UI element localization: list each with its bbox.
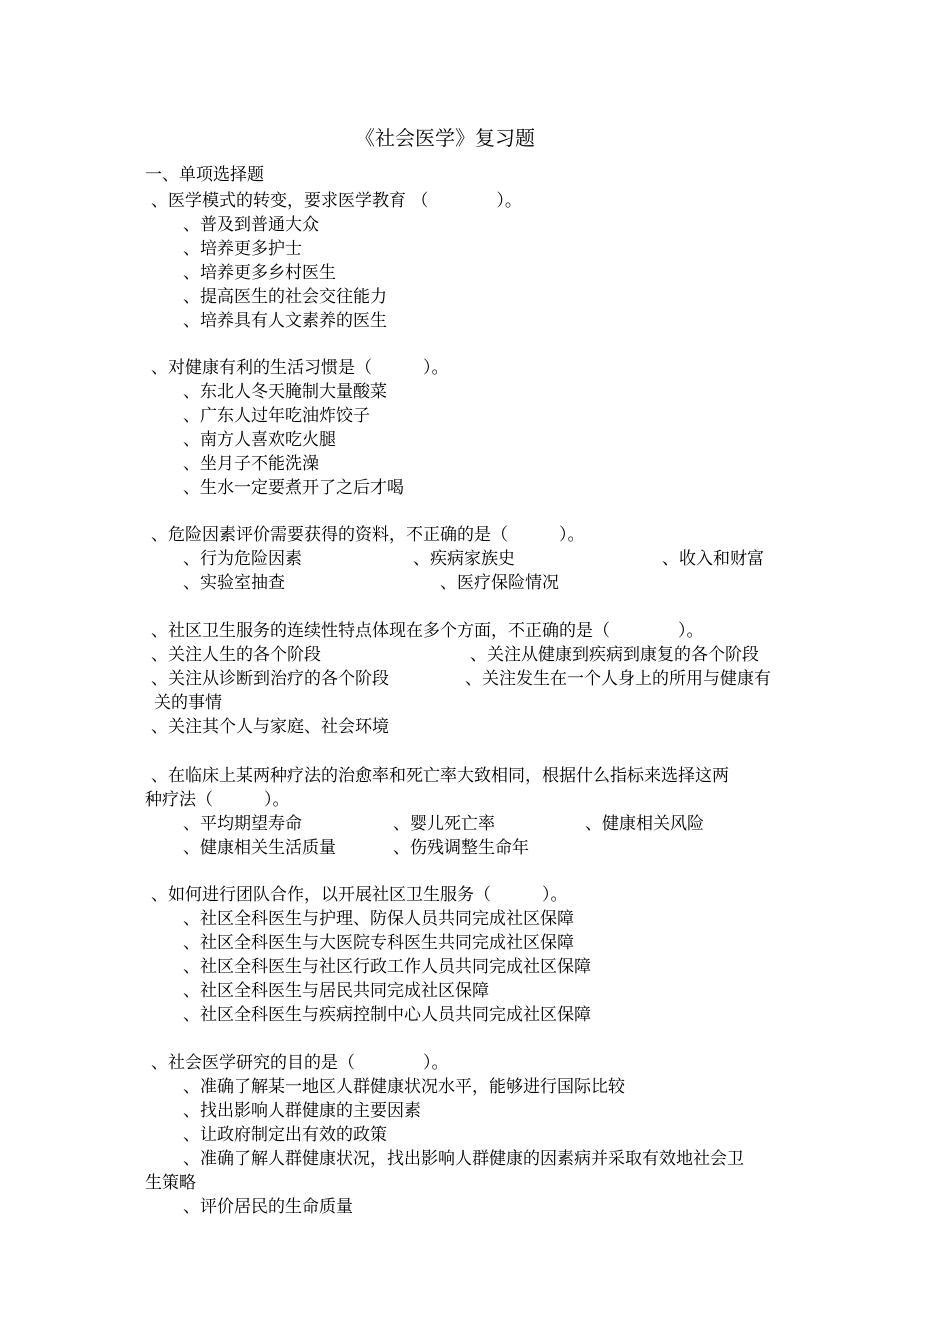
question-6-option: 、社区全科医生与护理、防保人员共同完成社区保障 xyxy=(183,909,574,929)
question-2-option: 、坐月子不能洗澡 xyxy=(183,454,319,474)
question-4-option: 、关注发生在一个人身上的所用与健康有 xyxy=(465,669,771,689)
question-2-stem: 、对健康有利的生活习惯是（ ）。 xyxy=(151,358,449,378)
question-3-stem: 、危险因素评价需要获得的资料，不正确的是（ ）。 xyxy=(151,525,585,545)
question-6-option: 、社区全科医生与疾病控制中心人员共同完成社区保障 xyxy=(183,1005,591,1025)
question-2-option: 、南方人喜欢吃火腿 xyxy=(183,430,336,450)
question-7-option: 、评价居民的生命质量 xyxy=(183,1197,353,1217)
question-5-options-row xyxy=(0,813,950,835)
question-5-option: 、健康相关风险 xyxy=(585,814,704,834)
question-4-option: 、关注人生的各个阶段 xyxy=(151,645,321,665)
question-1-option: 、培养更多乡村医生 xyxy=(183,263,336,283)
question-1-stem: 、医学模式的转变，要求医学教育 （ ）。 xyxy=(151,191,522,211)
question-3-options-row xyxy=(0,548,950,570)
question-6-option: 、社区全科医生与居民共同完成社区保障 xyxy=(183,981,489,1001)
question-5-option: 、健康相关生活质量 xyxy=(183,838,336,858)
question-3-options-row xyxy=(0,572,950,594)
question-3-option: 、疾病家族史 xyxy=(413,549,515,569)
question-4-option: 、关注从诊断到治疗的各个阶段 xyxy=(151,669,389,689)
question-3-option: 、行为危险因素 xyxy=(183,549,302,569)
question-4-options-row xyxy=(0,644,950,666)
question-3-option: 、收入和财富 xyxy=(662,549,764,569)
question-1-option: 、培养更多护士 xyxy=(183,239,302,259)
question-7-stem: 、社会医学研究的目的是（ ）。 xyxy=(151,1053,449,1073)
question-7-option: 、准确了解某一地区人群健康状况水平，能够进行国际比较 xyxy=(183,1077,625,1097)
question-6-option: 、社区全科医生与大医院专科医生共同完成社区保障 xyxy=(183,933,574,953)
question-5-option: 、伤残调整生命年 xyxy=(393,838,529,858)
question-5-option: 、平均期望寿命 xyxy=(183,814,302,834)
question-4-options-row xyxy=(0,668,950,690)
question-4-option: 、关注从健康到疾病到康复的各个阶段 xyxy=(470,645,759,665)
question-4-stem: 、社区卫生服务的连续性特点体现在多个方面，不正确的是（ ）。 xyxy=(151,621,704,641)
question-5-options-row xyxy=(0,837,950,859)
question-7-option: 、让政府制定出有效的政策 xyxy=(183,1125,387,1145)
question-2-option: 、生水一定要煮开了之后才喝 xyxy=(183,478,404,498)
question-5-stem: 、在临床上某两种疗法的治愈率和死亡率大致相同，根据什么指标来选择这两 xyxy=(151,766,729,786)
question-6-stem: 、如何进行团队合作，以开展社区卫生服务（ ）。 xyxy=(151,885,568,905)
question-1-option: 、普及到普通大众 xyxy=(183,215,319,235)
question-5-option: 、婴儿死亡率 xyxy=(393,814,495,834)
question-2-option: 、广东人过年吃油炸饺子 xyxy=(183,406,370,426)
question-7-option: 、找出影响人群健康的主要因素 xyxy=(183,1101,421,1121)
question-7-option: 、准确了解人群健康状况，找出影响人群健康的因素病并采取有效地社会卫 xyxy=(183,1149,744,1169)
section-heading: 一、单项选择题 xyxy=(145,165,264,185)
question-7-option-continuation: 生策略 xyxy=(145,1173,196,1193)
question-5-stem-continuation: 种疗法（ ）。 xyxy=(145,790,290,810)
question-4-option-continuation: 关的事情 xyxy=(154,693,222,713)
question-6-option: 、社区全科医生与社区行政工作人员共同完成社区保障 xyxy=(183,957,591,977)
question-1-option: 、培养具有人文素养的医生 xyxy=(183,311,387,331)
question-1-option: 、提高医生的社会交往能力 xyxy=(183,287,387,307)
question-2-option: 、东北人冬天腌制大量酸菜 xyxy=(183,382,387,402)
question-4-option: 、关注其个人与家庭、社会环境 xyxy=(151,717,389,737)
question-3-option: 、医疗保险情况 xyxy=(440,573,559,593)
question-3-option: 、实验室抽查 xyxy=(183,573,285,593)
page-title: 《社会医学》复习题 xyxy=(355,126,535,150)
